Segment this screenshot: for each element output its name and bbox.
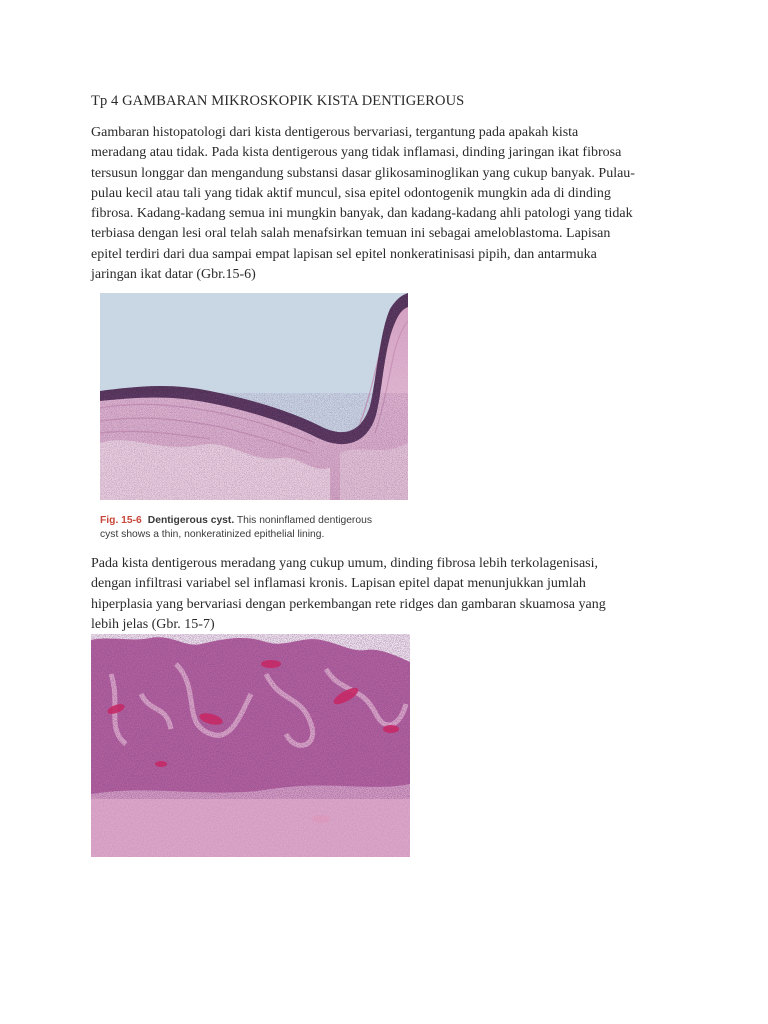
figure-title: Dentigerous cyst. (147, 515, 235, 526)
paragraph-line: Gambaran histopatologi dari kista dentigerous bervariasi, tergantung pada apakah kista (91, 125, 579, 140)
document-title: Tp 4 GAMBARAN MIKROSKOPIK KISTA DENTIGEROUS (91, 93, 465, 109)
paragraph-line: pulau kecil atau tali yang tidak aktif muncul, sisa epitel odontogenik mungkin ada di dinding (91, 185, 611, 201)
paragraph-line: terbiasa dengan lesi oral telah salah menafsirkan temuan ini sebagai ameloblastoma. Lapisan (91, 226, 611, 242)
paragraph-line: Pada kista dentigerous meradang yang cukup umum, dinding fibrosa lebih terkolagenisasi, (91, 556, 598, 571)
micrograph-noninflamed-cyst (100, 293, 408, 500)
paragraph-line: hiperplasia yang bervariasi dengan perkembangan rete ridges dan gambaran skuamosa yang (91, 596, 606, 612)
paragraph-line: dengan infiltrasi variabel sel inflamasi kronis. Lapisan epitel dapat menunjukkan jumlah (91, 576, 586, 592)
paragraph-2 (91, 554, 681, 635)
paragraph-line: tersusun longgar dan mengandung substansi dasar glikosaminoglikan yang cukup banyak. Pulau- (91, 165, 635, 181)
paragraph-line: jaringan ikat datar (Gbr.15-6) (91, 267, 256, 283)
paragraph-1 (91, 123, 681, 285)
caption-line-2: cyst shows a thin, nonkeratinized epithelial lining. (100, 529, 325, 540)
paragraph-line: epitel terdiri dari dua sampai empat lapisan sel epitel nonkeratinisasi pipih, dan antarmuka (91, 246, 597, 262)
caption-line-1 (100, 514, 420, 528)
figure-number: Fig. 15-6 (100, 515, 142, 526)
paragraph-line: lebih jelas (Gbr. 15-7) (91, 616, 215, 632)
figure-caption (100, 514, 420, 542)
paragraph-line: meradang atau tidak. Pada kista dentigerous yang tidak inflamasi, dinding jaringan ikat fibrosa (91, 145, 622, 161)
caption-text: This noninflamed dentigerous (236, 515, 372, 526)
micrograph-inflamed-cyst (91, 634, 410, 857)
paragraph-line: fibrosa. Kadang-kadang semua ini mungkin banyak, dan kadang-kadang ahli patologi yang tidak (91, 206, 633, 222)
